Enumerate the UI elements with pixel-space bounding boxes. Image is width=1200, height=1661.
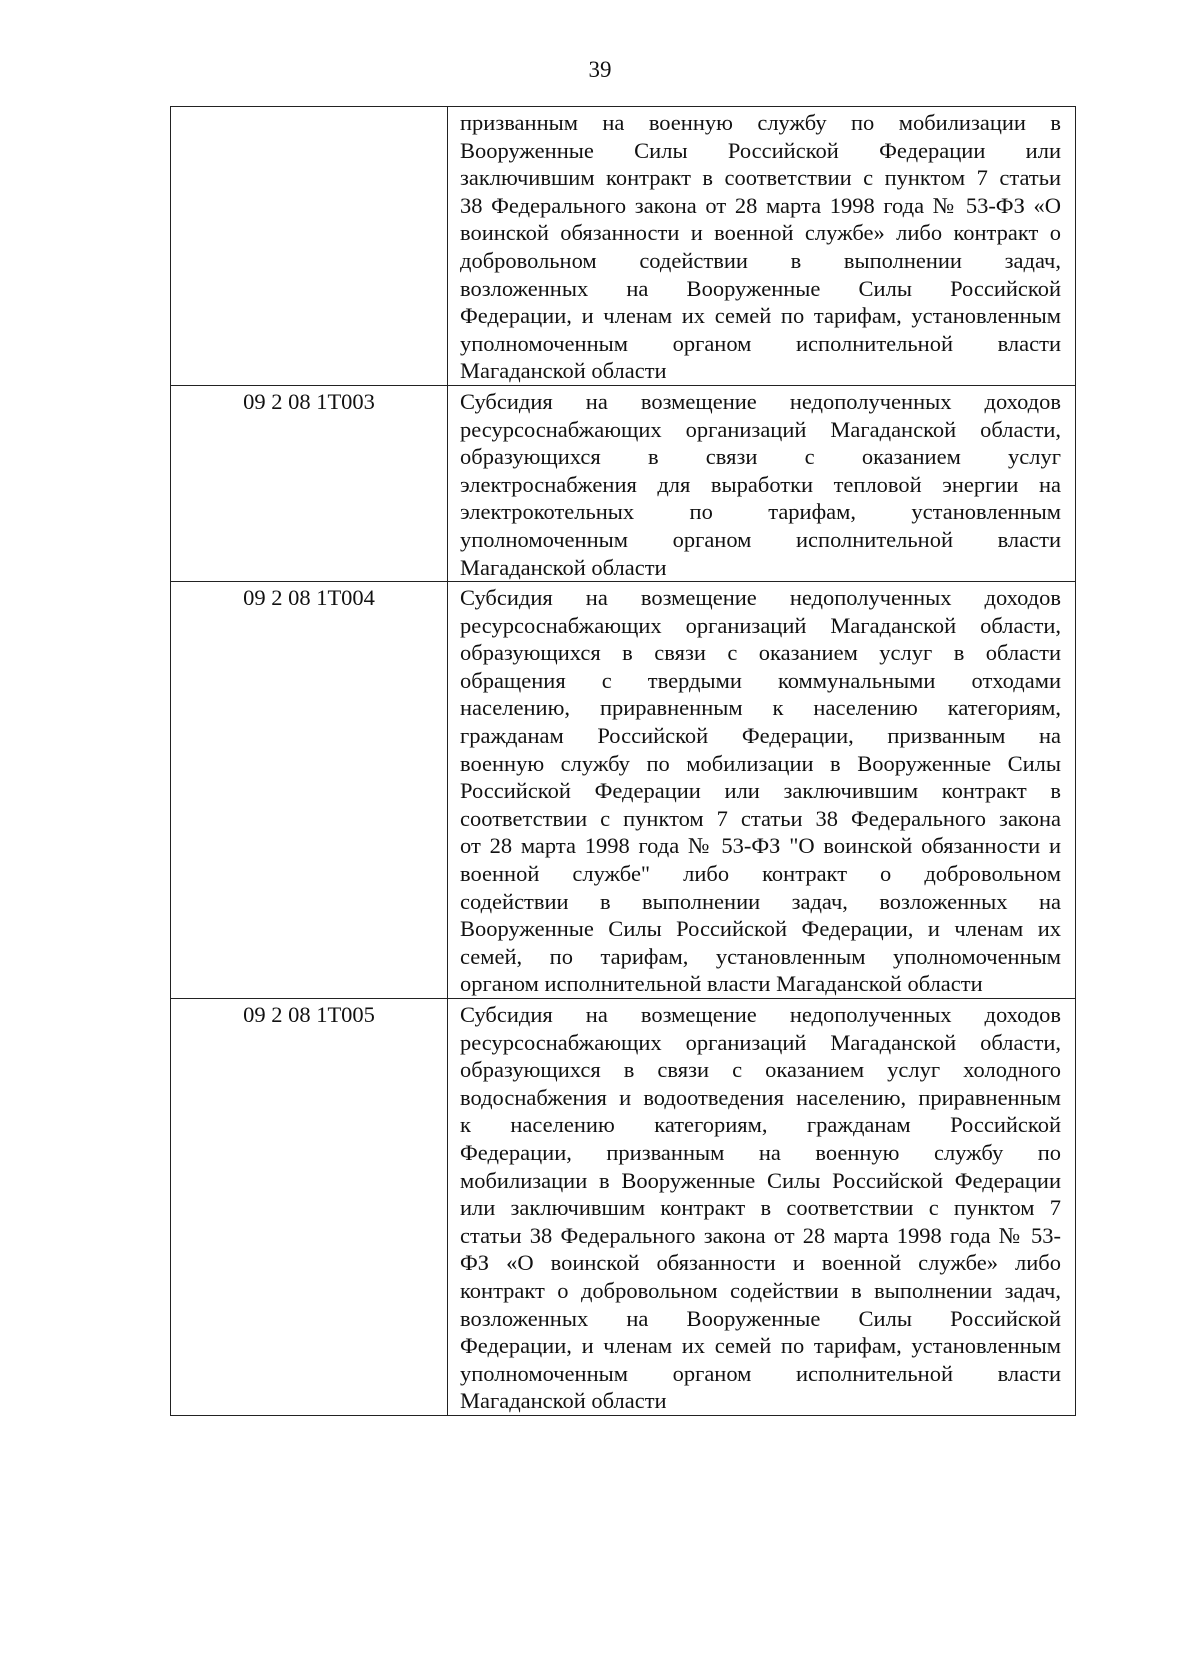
description-line: ФЗ «О воинской обязанности и военной службе» либо: [460, 1250, 1061, 1276]
description-line: военной службе" либо контракт о добровольном: [460, 861, 1061, 887]
description-line: от 28 марта 1998 года № 53-ФЗ "О воинской обязанности и: [460, 833, 1061, 859]
row-description: [448, 385, 1076, 581]
description-line: уполномоченным органом исполнительной власти: [460, 1360, 1061, 1386]
description-line: образующихся в связи с оказанием услуг холодного: [460, 1057, 1061, 1083]
row-description: [448, 582, 1076, 999]
description-line: добровольном содействии в выполнении задач,: [460, 247, 1061, 273]
description-line: образующихся в связи с оказанием услуг: [460, 444, 1061, 470]
description-line: Субсидия на возмещение недополученных доходов: [460, 585, 1061, 611]
description-line: Федерации, и членам их семей по тарифам, установленным: [460, 1333, 1061, 1359]
description-line: Российской Федерации или заключившим контракт в: [460, 778, 1061, 804]
description-line: Вооруженные Силы Российской Федерации или: [460, 137, 1061, 163]
description-line: ресурсоснабжающих организаций Магаданской области,: [460, 416, 1061, 442]
description-line: воинской обязанности и военной службе» либо контракт о: [460, 220, 1061, 246]
description-line: Субсидия на возмещение недополученных доходов: [460, 388, 1061, 414]
table-row: [171, 385, 1076, 581]
description-line: уполномоченным органом исполнительной власти: [460, 330, 1061, 356]
description-line: ресурсоснабжающих организаций Магаданской области,: [460, 612, 1061, 638]
description-line: соответствии с пунктом 7 статьи 38 Федерального закона: [460, 805, 1061, 831]
description-line: мобилизации в Вооруженные Силы Российской Федерации: [460, 1167, 1061, 1193]
description-line: призванным на военную службу по мобилизации в: [460, 110, 1061, 135]
description-line: обращения с твердыми коммунальными отходами: [460, 667, 1061, 693]
description-line: заключившим контракт в соответствии с пунктом 7 статьи: [460, 165, 1061, 191]
description-line: уполномоченным органом исполнительной власти: [460, 526, 1061, 552]
row-description: [448, 999, 1076, 1416]
description-line: Вооруженные Силы Российской Федерации, и членам их: [460, 916, 1061, 942]
description-line: Субсидия на возмещение недополученных доходов: [460, 1002, 1061, 1027]
description-line: образующихся в связи с оказанием услуг в области: [460, 640, 1061, 666]
description-line: 38 Федерального закона от 28 марта 1998 года № 53-ФЗ «О: [460, 192, 1061, 218]
description-line: Федерации, призванным на военную службу по: [460, 1139, 1061, 1165]
description-line: или заключившим контракт в соответствии с пунктом 7: [460, 1195, 1061, 1221]
budget-codes-table: [170, 106, 1076, 1416]
description-line: возложенных на Вооруженные Силы Российской: [460, 1305, 1061, 1331]
description-line: Магаданской области: [460, 1388, 667, 1414]
row-code: [171, 107, 448, 386]
row-description: [448, 107, 1076, 386]
row-code: 09 2 08 1Т004: [171, 582, 448, 999]
description-line: ресурсоснабжающих организаций Магаданской области,: [460, 1029, 1061, 1055]
description-line: органом исполнительной власти Магаданской области: [460, 971, 983, 997]
description-line: к населению категориям, гражданам Российской: [460, 1112, 1061, 1138]
table-row: [171, 582, 1076, 999]
description-line: Федерации, и членам их семей по тарифам, установленным: [460, 303, 1061, 329]
description-line: населению, приравненным к населению категориям,: [460, 695, 1061, 721]
table-row: [171, 107, 1076, 386]
description-line: семей, по тарифам, установленным уполномоченным: [460, 943, 1061, 969]
description-line: контракт о добровольном содействии в выполнении задач,: [460, 1277, 1061, 1303]
description-line: электроснабжения для выработки тепловой энергии на: [460, 471, 1061, 497]
row-code: 09 2 08 1Т005: [171, 999, 448, 1416]
description-line: статьи 38 Федерального закона от 28 марта 1998 года № 53-: [460, 1222, 1061, 1248]
description-line: Магаданской области: [460, 554, 667, 580]
description-line: гражданам Российской Федерации, призванным на: [460, 723, 1061, 749]
description-line: содействии в выполнении задач, возложенных на: [460, 888, 1061, 914]
description-line: водоснабжения и водоотведения населению, приравненным: [460, 1084, 1061, 1110]
description-line: электрокотельных по тарифам, установленным: [460, 499, 1061, 525]
page-number: 39: [588, 57, 612, 82]
description-line: Магаданской области: [460, 358, 667, 384]
description-line: возложенных на Вооруженные Силы Российской: [460, 275, 1061, 301]
description-line: военную службу по мобилизации в Вооруженные Силы: [460, 750, 1061, 776]
table-row: [171, 999, 1076, 1416]
row-code: 09 2 08 1Т003: [171, 385, 448, 581]
